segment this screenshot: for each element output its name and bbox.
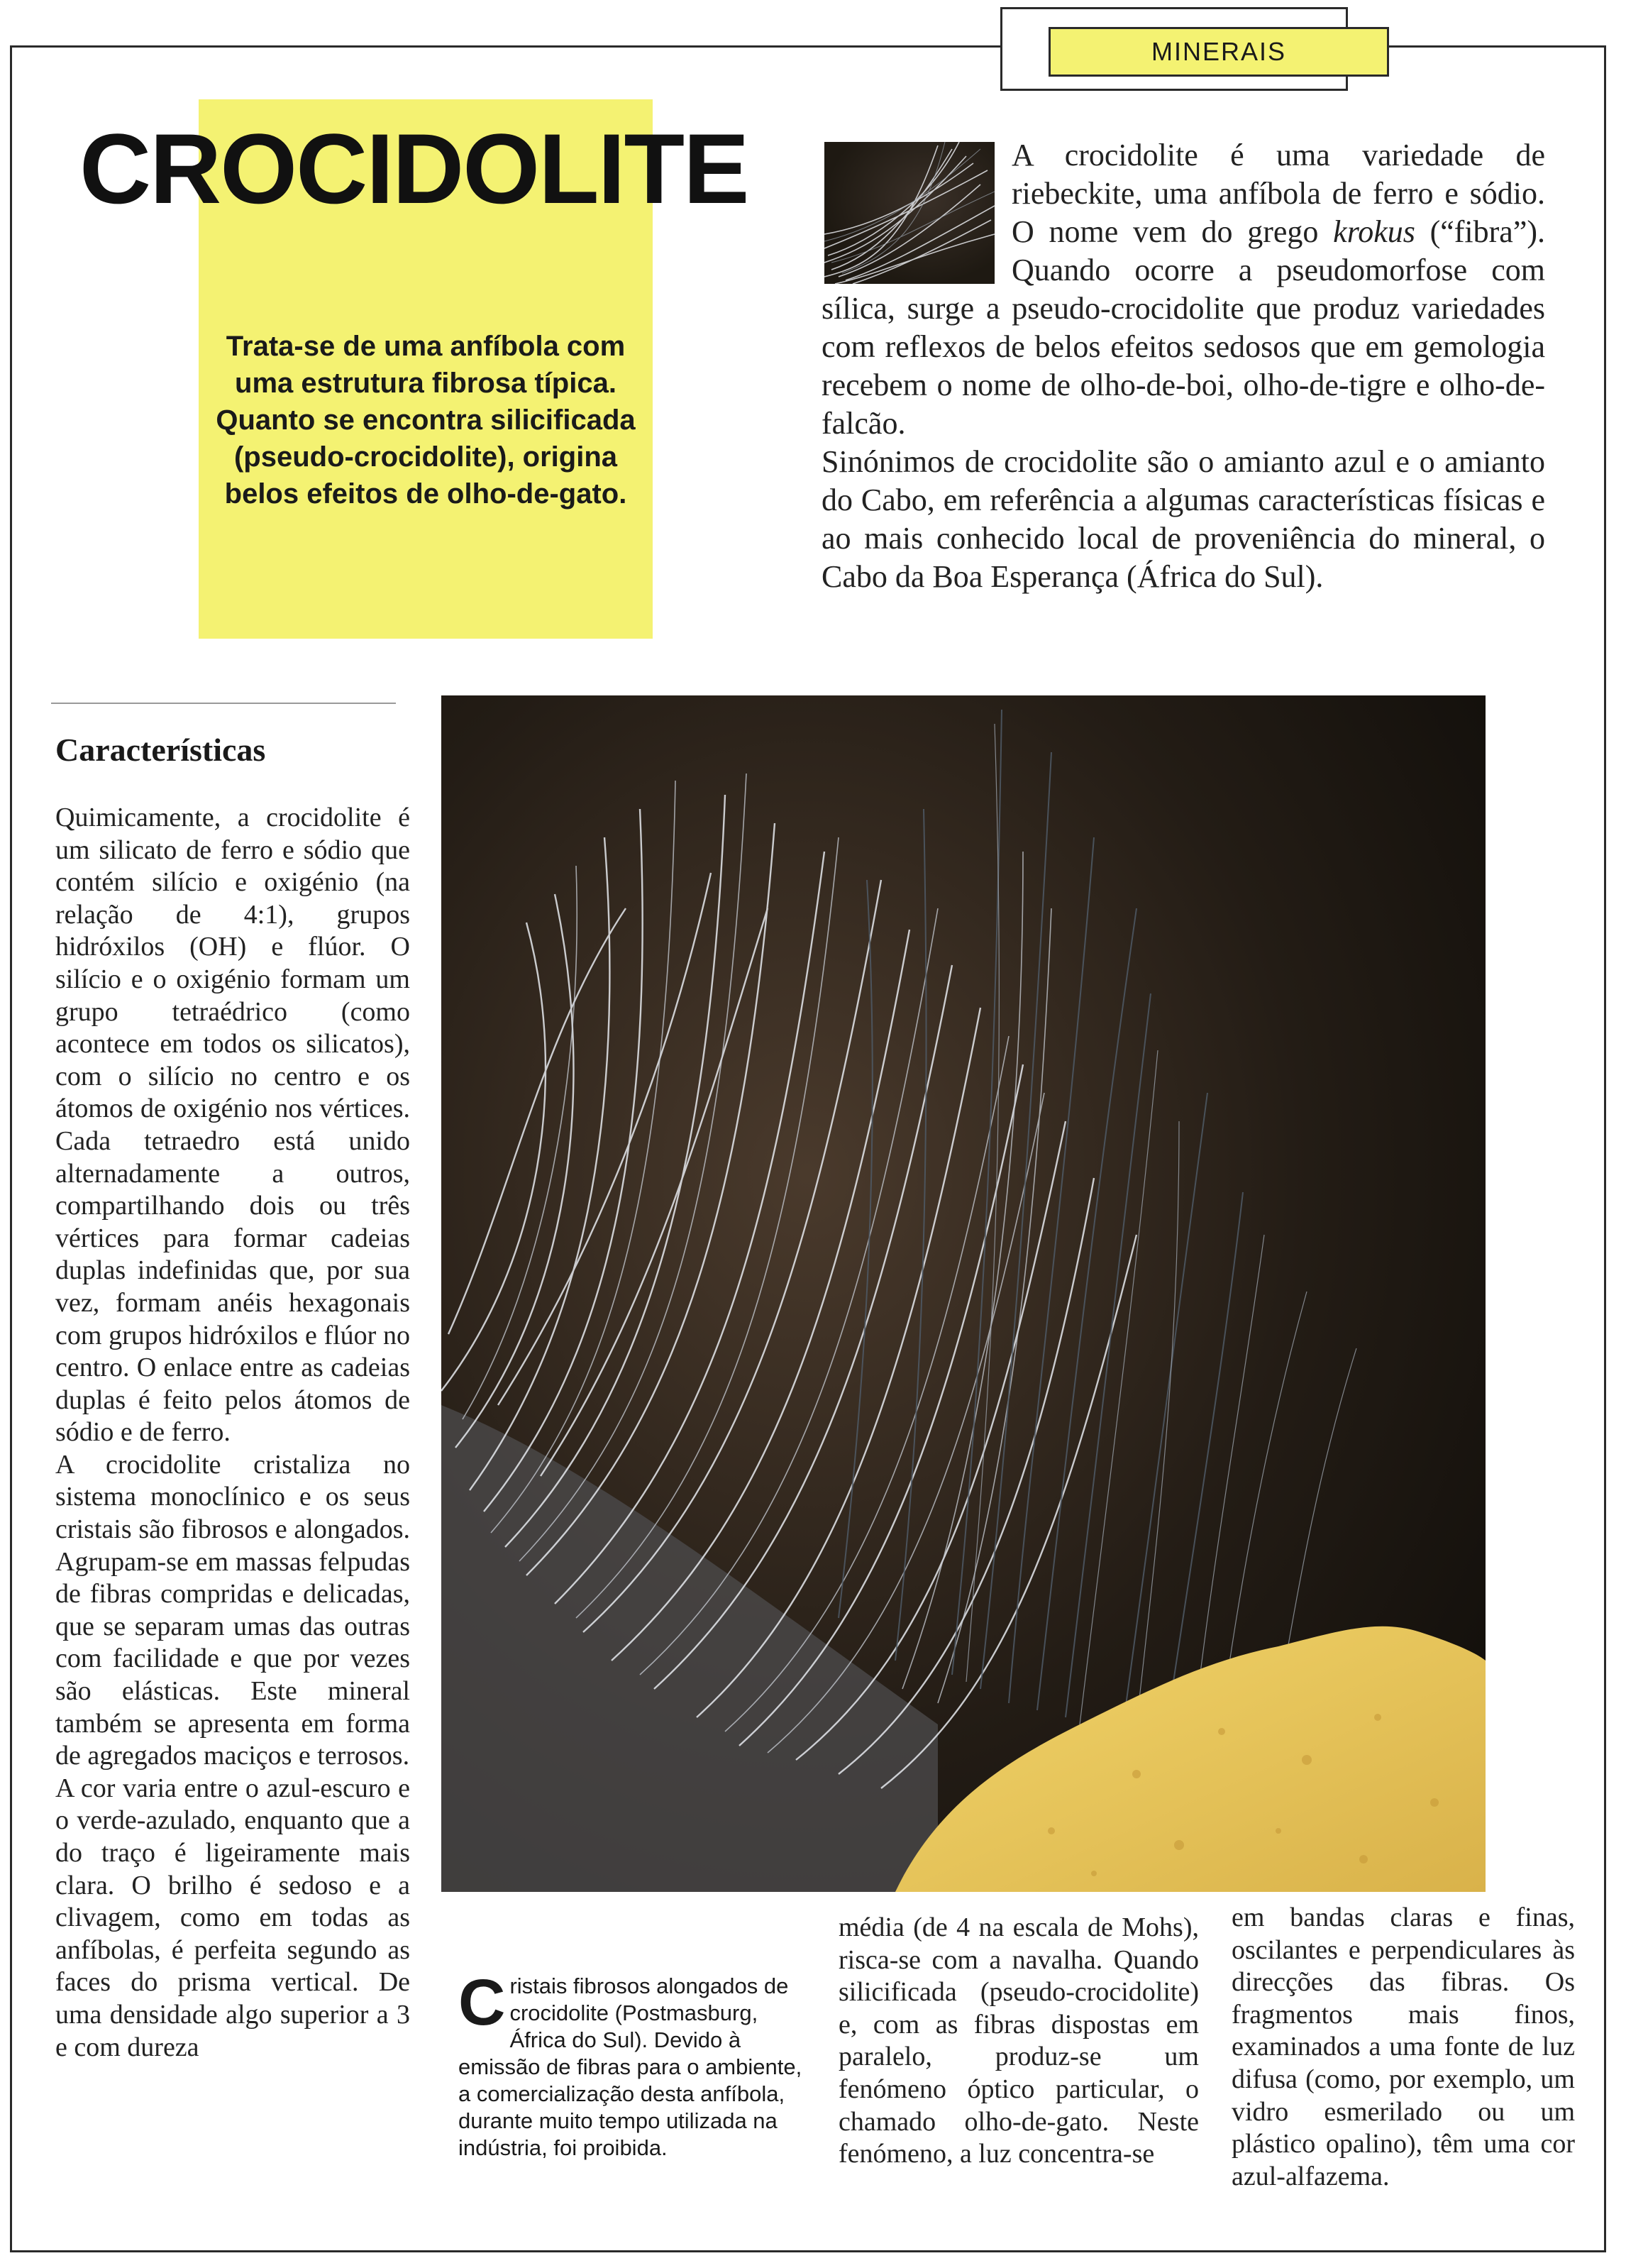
caption-text: ristais fibrosos alongados de crocidolite (Postmasburg, África do Sul). Devido à emissão de fibras para o ambiente, a comercialização desta anfíbola, durante muito tempo utilizada na indústria, foi proibida. xyxy=(458,1974,802,2160)
section-divider xyxy=(51,703,396,704)
lead-summary: Trata-se de uma anfíbola com uma estrutura fibrosa típica. Quanto se encontra silicificada (pseudo-crocidolite), origina belos efeitos de olho-de-gato. xyxy=(216,331,636,510)
page-title: CROCIDOLITE xyxy=(79,113,748,224)
characteristics-column-3 xyxy=(839,1912,1199,2171)
characteristics-heading: Características xyxy=(55,732,266,768)
characteristics-column-1 xyxy=(55,802,410,2064)
caption-dropcap: C xyxy=(458,1966,506,2039)
characteristics-paragraph-5: em bandas claras e finas, oscilantes e perpendiculares às direcções das fibras. Os fragmentos mais finos, examinados a uma fonte de luz difusa (como, por exemplo, um vidro esmerilado ou um plástico opalino), têm uma cor azul-alfazema. xyxy=(1232,1903,1575,2191)
photo-caption xyxy=(458,1966,813,2162)
intro-text xyxy=(822,136,1545,596)
intro-paragraph-1-part-b: (“fibra”). Quando ocorre a pseudomorfose com sílica, surge a pseudo-crocidolite que produz variedades com reflexos de belos efeitos sedosos que em gemologia recebem o nome de olho-de-boi, olho-de-tigre e olho-de-falcão. xyxy=(822,214,1546,441)
characteristics-paragraph-3: A cor varia entre o azul-escuro e o verde-azulado, enquanto que a do traço é ligeiramente mais clara. O brilho é sedoso e a clivagem, como em todas as anfíbolas, é perfeita segundo as faces do prisma vertical. De uma densidade algo superior a 3 e com dureza xyxy=(55,1773,410,2062)
section-label: MINERAIS xyxy=(1049,27,1389,77)
intro-greek-term: krokus xyxy=(1333,214,1415,249)
intro-paragraph-2: Sinónimos de crocidolite são o amianto azul e o amianto do Cabo, em referência a algumas características físicas e ao mais conhecido local de proveniência do mineral, o Cabo da Boa Esperança (África do Sul). xyxy=(822,444,1545,594)
crocidolite-photo-graphic xyxy=(441,695,1486,1892)
characteristics-paragraph-4: média (de 4 na escala de Mohs), risca-se com a navalha. Quando silicificada (pseudo-crocidolite) e, com as fibras dispostas em paralelo, produz-se um fenómeno óptico particular, o chamado olho-de-gato. Neste fenómeno, a luz concentra-se xyxy=(839,1912,1199,2169)
intro-paragraph-1-part-a: A crocidolite é uma variedade de riebeckite, uma anfíbola de ferro e sódio. O nome vem do grego xyxy=(1012,138,1545,249)
characteristics-paragraph-2: A crocidolite cristaliza no sistema monoclínico e os seus cristais são fibrosos e alongados. Agrupam-se em massas felpudas de fibras compridas e delicadas, que se separam umas das outras com facilidade e que por vezes são elásticas. Este mineral também se apresenta em forma de agregados maciços e terrosos. xyxy=(55,1449,410,1771)
characteristics-paragraph-1: Quimicamente, a crocidolite é um silicato de ferro e sódio que contém silício e oxigénio (na relação de 4:1), grupos hidróxilos (OH) e flúor. O silício e o oxigénio formam um grupo tetraédrico (como acontece em todos os silicatos), com o silício no centro e os átomos de oxigénio nos vértices. Cada tetraedro está unido alternadamente a outros, compartilhando dois ou três vértices para formar cadeias duplas indefinidas que, por sua vez, formam anéis hexagonais com grupos hidróxilos e flúor no centro. O enlace entre as cadeias duplas é feito pelos átomos de sódio e de ferro. xyxy=(55,803,410,1448)
thumbnail-spacer xyxy=(822,136,1012,284)
crocidolite-photo xyxy=(441,695,1486,1892)
characteristics-column-4 xyxy=(1232,1902,1575,2193)
